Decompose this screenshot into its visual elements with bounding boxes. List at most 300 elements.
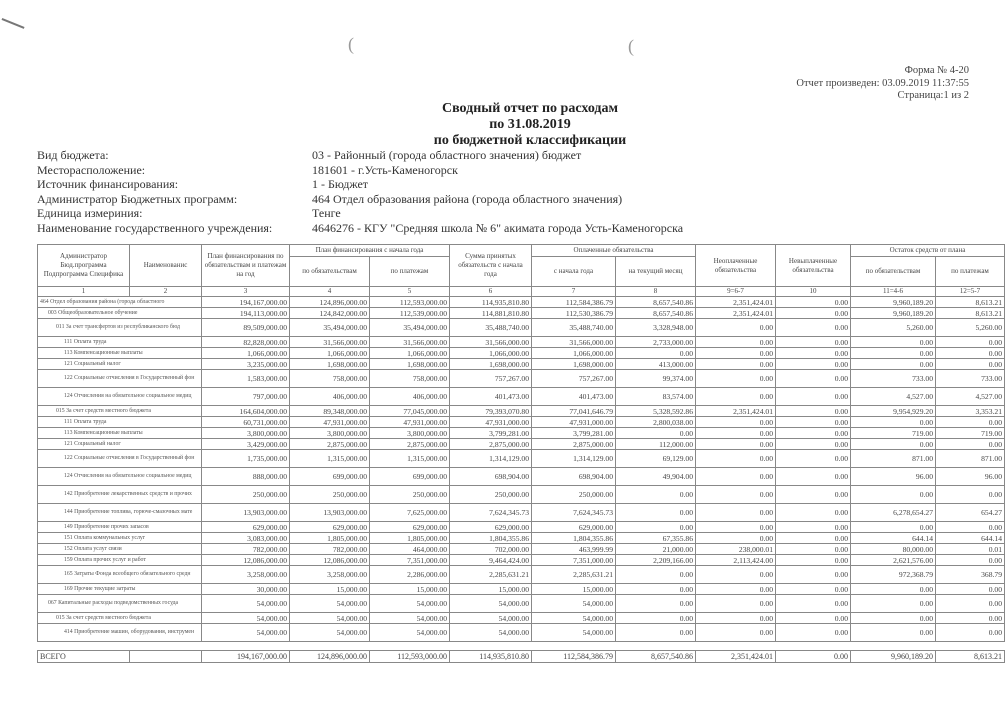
row-value: 2,875,000.00 — [370, 439, 450, 450]
row-value: 54,000.00 — [370, 613, 450, 624]
meta-label: Наименование государственного учреждения: — [37, 220, 273, 235]
row-value: 83,574.00 — [616, 388, 696, 406]
row-value: 1,066,000.00 — [370, 348, 450, 359]
total-row — [38, 651, 1005, 663]
row-value: 3,800,000.00 — [290, 428, 370, 439]
col-number: 2 — [130, 287, 202, 297]
col-header-remain-pay: по платежам — [936, 257, 1005, 287]
row-value: 719.00 — [851, 428, 936, 439]
row-value: 0.00 — [776, 544, 851, 555]
total-value: 194,167,000.00 — [202, 651, 290, 663]
row-value: 0.00 — [776, 439, 851, 450]
row-value: 719.00 — [936, 428, 1005, 439]
row-value: 194,113,000.00 — [202, 308, 290, 319]
row-value: 49,904.00 — [616, 468, 696, 486]
row-value: 3,353.21 — [936, 406, 1005, 417]
row-name: 464 Отдел образования района (города областного — [38, 297, 202, 308]
row-value: 3,328,948.00 — [616, 319, 696, 337]
row-value: 9,960,189.20 — [851, 297, 936, 308]
row-value: 31,566,000.00 — [370, 337, 450, 348]
row-value: 96.00 — [936, 468, 1005, 486]
row-value: 888,000.00 — [202, 468, 290, 486]
row-value: 0.00 — [696, 584, 776, 595]
row-value: 2,875,000.00 — [450, 439, 532, 450]
meta-label: Администратор Бюджетных программ: — [37, 191, 238, 206]
table-row — [38, 555, 1005, 566]
meta-value: 181601 - г.Усть-Каменогорск — [312, 162, 458, 177]
row-value: 5,328,592.86 — [616, 406, 696, 417]
row-value: 7,351,000.00 — [370, 555, 450, 566]
row-value: 0.00 — [776, 308, 851, 319]
total-label: ВСЕГО — [38, 651, 130, 663]
total-value: 124,896,000.00 — [290, 651, 370, 663]
row-value: 80,000.00 — [851, 544, 936, 555]
row-value: 1,314,129.00 — [450, 450, 532, 468]
row-value: 6,278,654.27 — [851, 504, 936, 522]
row-value: 0.00 — [776, 370, 851, 388]
row-value: 0.00 — [696, 533, 776, 544]
row-value: 4,527.00 — [936, 388, 1005, 406]
row-value: 54,000.00 — [450, 595, 532, 613]
row-value: 0.00 — [776, 468, 851, 486]
row-value: 0.00 — [616, 504, 696, 522]
row-value: 0.00 — [616, 348, 696, 359]
table-row — [38, 533, 1005, 544]
row-value: 7,624,345.73 — [450, 504, 532, 522]
row-value: 3,429,000.00 — [202, 439, 290, 450]
table-row — [38, 595, 1005, 613]
row-value: 77,041,646.79 — [532, 406, 616, 417]
row-name: 122 Социальные отчисления в Государственный фон — [38, 370, 202, 388]
row-value: 0.00 — [776, 566, 851, 584]
row-value: 31,566,000.00 — [450, 337, 532, 348]
row-value: 0.00 — [696, 613, 776, 624]
row-value: 0.00 — [851, 417, 936, 428]
row-value: 0.00 — [696, 522, 776, 533]
row-value: 0.00 — [776, 522, 851, 533]
row-value: 0.00 — [776, 428, 851, 439]
row-value: 0.00 — [776, 555, 851, 566]
table-row — [38, 468, 1005, 486]
table-row — [38, 370, 1005, 388]
table-row — [38, 584, 1005, 595]
row-value: 67,355.86 — [616, 533, 696, 544]
row-value: 77,045,000.00 — [370, 406, 450, 417]
meta-label: Источник финансирования: — [37, 177, 179, 192]
row-value: 758,000.00 — [290, 370, 370, 388]
row-value: 0.00 — [696, 428, 776, 439]
row-value: 0.00 — [616, 566, 696, 584]
col-header-paid: Оплаченные обязательства — [532, 245, 696, 257]
row-value: 699,000.00 — [290, 468, 370, 486]
row-value: 0.00 — [936, 555, 1005, 566]
table-row — [38, 417, 1005, 428]
table-row — [38, 308, 1005, 319]
row-value: 0.00 — [696, 595, 776, 613]
row-value: 3,800,000.00 — [202, 428, 290, 439]
table-row — [38, 388, 1005, 406]
row-value: 8,613.21 — [936, 297, 1005, 308]
row-value: 2,285,631.21 — [450, 566, 532, 584]
row-value: 0.00 — [776, 450, 851, 468]
total-value: 8,657,540.86 — [616, 651, 696, 663]
row-value: 0.00 — [851, 439, 936, 450]
row-value: 0.00 — [936, 486, 1005, 504]
row-value: 3,258,000.00 — [290, 566, 370, 584]
row-value: 0.00 — [696, 370, 776, 388]
meta-row — [37, 221, 683, 236]
row-value: 12,086,000.00 — [290, 555, 370, 566]
row-value: 797,000.00 — [202, 388, 290, 406]
row-name: 124 Отчисления на обязательное социальное медиц — [38, 468, 202, 486]
row-value: 0.00 — [696, 417, 776, 428]
row-name: 151 Оплата коммунальных услуг — [38, 533, 202, 544]
row-value: 1,804,355.86 — [532, 533, 616, 544]
row-value: 12,086,000.00 — [202, 555, 290, 566]
row-value: 15,000.00 — [450, 584, 532, 595]
row-value: 54,000.00 — [290, 613, 370, 624]
row-value: 15,000.00 — [370, 584, 450, 595]
row-value: 0.00 — [776, 319, 851, 337]
binder-hole-mark: ( — [628, 36, 634, 56]
row-name: 122 Социальные отчисления в Государственный фон — [38, 450, 202, 468]
row-value: 401,473.00 — [532, 388, 616, 406]
col-header-paid-ytd: с начала года — [532, 257, 616, 287]
meta-label: Месторасположение: — [37, 162, 146, 177]
row-value: 54,000.00 — [202, 595, 290, 613]
row-value: 54,000.00 — [370, 624, 450, 642]
row-value: 1,698,000.00 — [290, 359, 370, 370]
row-value: 7,624,345.73 — [532, 504, 616, 522]
row-value: 0.00 — [936, 613, 1005, 624]
row-value: 0.00 — [936, 595, 1005, 613]
row-value: 1,735,000.00 — [202, 450, 290, 468]
row-value: 194,167,000.00 — [202, 297, 290, 308]
total-value: 112,593,000.00 — [370, 651, 450, 663]
row-value: 9,954,929.20 — [851, 406, 936, 417]
row-value: 60,731,000.00 — [202, 417, 290, 428]
meta-row — [37, 206, 683, 221]
row-value: 164,604,000.00 — [202, 406, 290, 417]
row-value: 0.00 — [616, 595, 696, 613]
row-value: 0.00 — [851, 348, 936, 359]
row-value: 3,235,000.00 — [202, 359, 290, 370]
col-header-accepted: Сумма принятых обязательств с начала года — [450, 245, 532, 287]
row-value: 757,267.00 — [450, 370, 532, 388]
row-value: 871.00 — [936, 450, 1005, 468]
total-value: 0.00 — [776, 651, 851, 663]
row-value: 35,488,740.00 — [532, 319, 616, 337]
row-value: 0.00 — [776, 486, 851, 504]
col-header-plan-ytd-pay: по платежам — [370, 257, 450, 287]
row-value: 1,583,000.00 — [202, 370, 290, 388]
row-value: 0.00 — [776, 613, 851, 624]
table-row — [38, 544, 1005, 555]
row-value: 464,000.00 — [370, 544, 450, 555]
meta-row — [37, 148, 683, 163]
table-row — [38, 486, 1005, 504]
report-info — [796, 65, 969, 103]
row-value: 0.00 — [776, 417, 851, 428]
meta-value: Тенге — [312, 206, 341, 221]
report-title — [380, 101, 680, 149]
row-value: 0.00 — [776, 584, 851, 595]
row-name: 414 Приобретение машин, оборудования, инструмен — [38, 624, 202, 642]
col-header-plan-ytd-obl: по обязательствам — [290, 257, 370, 287]
row-value: 35,494,000.00 — [370, 319, 450, 337]
row-value: 96.00 — [851, 468, 936, 486]
row-value: 871.00 — [851, 450, 936, 468]
row-value: 463,999.99 — [532, 544, 616, 555]
row-value: 0.00 — [776, 297, 851, 308]
meta-row — [37, 177, 683, 192]
row-value: 99,374.00 — [616, 370, 696, 388]
table-row — [38, 297, 1005, 308]
col-number: 7 — [532, 287, 616, 297]
row-value: 2,733,000.00 — [616, 337, 696, 348]
row-value: 0.00 — [851, 613, 936, 624]
row-value: 250,000.00 — [290, 486, 370, 504]
row-value: 54,000.00 — [290, 624, 370, 642]
row-value: 644.14 — [851, 533, 936, 544]
row-value: 782,000.00 — [290, 544, 370, 555]
row-value: 2,113,424.00 — [696, 555, 776, 566]
row-value: 54,000.00 — [450, 613, 532, 624]
scan-mark — [2, 18, 25, 28]
row-value: 629,000.00 — [532, 522, 616, 533]
col-number: 8 — [616, 287, 696, 297]
report-meta — [37, 148, 683, 236]
row-value: 1,066,000.00 — [202, 348, 290, 359]
row-name: 015 За счет средств местного бюджета — [38, 613, 202, 624]
form-number: Форма № 4-20 — [904, 65, 969, 76]
row-value: 0.00 — [851, 624, 936, 642]
row-value: 629,000.00 — [290, 522, 370, 533]
row-value: 782,000.00 — [202, 544, 290, 555]
row-value: 21,000.00 — [616, 544, 696, 555]
row-value: 758,000.00 — [370, 370, 450, 388]
row-value: 8,657,540.86 — [616, 297, 696, 308]
row-value: 5,260.00 — [851, 319, 936, 337]
row-value: 698,904.00 — [532, 468, 616, 486]
col-header-code: Администратор Бюд.программа Подпрограмма Специфика — [38, 245, 130, 287]
col-header-paid-month: на текущий месяц — [616, 257, 696, 287]
col-header-remain-obl: по обязательствам — [851, 257, 936, 287]
row-value: 0.00 — [936, 624, 1005, 642]
row-value: 54,000.00 — [532, 595, 616, 613]
binder-hole-mark: ( — [348, 34, 354, 54]
row-value: 0.00 — [696, 388, 776, 406]
row-name: 113 Компенсационные выплаты — [38, 348, 202, 359]
row-value: 1,698,000.00 — [370, 359, 450, 370]
title-line: по 31.08.2019 — [489, 117, 571, 132]
row-value: 2,285,631.21 — [532, 566, 616, 584]
row-value: 0.00 — [616, 486, 696, 504]
row-value: 0.00 — [936, 417, 1005, 428]
row-value: 0.00 — [776, 595, 851, 613]
row-value: 124,842,000.00 — [290, 308, 370, 319]
row-value: 1,805,000.00 — [370, 533, 450, 544]
table-row — [38, 348, 1005, 359]
title-line: по бюджетной классификации — [433, 133, 627, 148]
row-value: 0.00 — [776, 533, 851, 544]
row-value: 0.00 — [616, 624, 696, 642]
total-value: 8,613.21 — [936, 651, 1005, 663]
row-value: 406,000.00 — [370, 388, 450, 406]
row-value: 2,621,576.00 — [851, 555, 936, 566]
row-value: 3,800,000.00 — [370, 428, 450, 439]
row-value: 3,799,281.00 — [532, 428, 616, 439]
row-value: 250,000.00 — [450, 486, 532, 504]
row-value: 31,566,000.00 — [532, 337, 616, 348]
col-number: 9=6-7 — [696, 287, 776, 297]
row-value: 0.00 — [776, 624, 851, 642]
row-value: 0.00 — [776, 388, 851, 406]
row-value: 114,881,810.80 — [450, 308, 532, 319]
row-value: 0.00 — [936, 439, 1005, 450]
row-value: 698,904.00 — [450, 468, 532, 486]
table-row — [38, 522, 1005, 533]
row-value: 9,464,424.00 — [450, 555, 532, 566]
row-value: 3,799,281.00 — [450, 428, 532, 439]
row-value: 654.27 — [936, 504, 1005, 522]
row-name: 169 Прочие текущие затраты — [38, 584, 202, 595]
row-value: 0.00 — [616, 584, 696, 595]
table-row — [38, 566, 1005, 584]
row-value: 733.00 — [936, 370, 1005, 388]
row-name: 121 Социальный налог — [38, 439, 202, 450]
row-value: 47,931,000.00 — [370, 417, 450, 428]
row-value: 79,393,070.80 — [450, 406, 532, 417]
row-value: 1,805,000.00 — [290, 533, 370, 544]
row-value: 629,000.00 — [370, 522, 450, 533]
row-value: 1,698,000.00 — [532, 359, 616, 370]
row-value: 757,267.00 — [532, 370, 616, 388]
col-number: 4 — [290, 287, 370, 297]
row-value: 1,315,000.00 — [290, 450, 370, 468]
row-value: 629,000.00 — [202, 522, 290, 533]
spacer-row — [38, 642, 1005, 651]
row-name: 144 Приобретение топлива, горюче-смазочных мате — [38, 504, 202, 522]
row-value: 401,473.00 — [450, 388, 532, 406]
row-name: 149 Приобретение прочих запасов — [38, 522, 202, 533]
row-value: 2,875,000.00 — [290, 439, 370, 450]
table-row — [38, 439, 1005, 450]
row-value: 0.00 — [851, 359, 936, 370]
row-value: 89,509,000.00 — [202, 319, 290, 337]
row-value: 2,351,424.01 — [696, 308, 776, 319]
row-name: 165 Затраты Фонда всеобщего обязательного средн — [38, 566, 202, 584]
total-value: 114,935,810.80 — [450, 651, 532, 663]
table-row — [38, 428, 1005, 439]
row-value: 112,593,000.00 — [370, 297, 450, 308]
row-value: 0.00 — [776, 359, 851, 370]
row-value: 0.00 — [696, 468, 776, 486]
row-name: 011 За счет трансфертов из республиканского бюд — [38, 319, 202, 337]
row-value: 0.00 — [936, 348, 1005, 359]
title-line: Сводный отчет по расходам — [441, 101, 619, 116]
row-value: 413,000.00 — [616, 359, 696, 370]
col-number: 12=5-7 — [936, 287, 1005, 297]
row-value: 2,875,000.00 — [532, 439, 616, 450]
row-value: 112,000.00 — [616, 439, 696, 450]
table-row — [38, 337, 1005, 348]
row-name: 121 Социальный налог — [38, 359, 202, 370]
row-value: 8,613.21 — [936, 308, 1005, 319]
row-value: 733.00 — [851, 370, 936, 388]
row-value: 54,000.00 — [290, 595, 370, 613]
meta-row — [37, 192, 683, 207]
col-number: 6 — [450, 287, 532, 297]
row-name: 111 Оплата труда — [38, 337, 202, 348]
col-number: 11=4-6 — [851, 287, 936, 297]
row-value: 0.00 — [696, 348, 776, 359]
row-value: 2,209,166.00 — [616, 555, 696, 566]
row-value: 112,539,000.00 — [370, 308, 450, 319]
col-number: 1 — [38, 287, 130, 297]
row-value: 2,286,000.00 — [370, 566, 450, 584]
meta-row — [37, 163, 683, 178]
row-value: 69,129.00 — [616, 450, 696, 468]
table-row — [38, 613, 1005, 624]
row-value: 112,530,386.79 — [532, 308, 616, 319]
row-value: 112,584,386.79 — [532, 297, 616, 308]
row-value: 35,494,000.00 — [290, 319, 370, 337]
row-value: 5,260.00 — [936, 319, 1005, 337]
meta-value: 464 Отдел образования района (города областного значения) — [312, 191, 623, 206]
row-value: 30,000.00 — [202, 584, 290, 595]
row-value: 89,348,000.00 — [290, 406, 370, 417]
row-value: 0.00 — [776, 348, 851, 359]
total-empty — [130, 651, 202, 663]
row-value: 0.00 — [936, 337, 1005, 348]
col-header-plan-ytd: План финансирования с начала года — [290, 245, 450, 257]
row-value: 972,368.79 — [851, 566, 936, 584]
row-value: 7,351,000.00 — [532, 555, 616, 566]
row-value: 1,314,129.00 — [532, 450, 616, 468]
col-header-plan-year: План финансирования по обязательствам и платежам на год — [202, 245, 290, 287]
col-header-unpaid: Неоплаченные обязательства — [696, 245, 776, 287]
row-value: 0.00 — [851, 337, 936, 348]
row-value: 699,000.00 — [370, 468, 450, 486]
row-name: 152 Оплата услуг связи — [38, 544, 202, 555]
row-value: 368.79 — [936, 566, 1005, 584]
row-value: 0.00 — [696, 319, 776, 337]
total-value: 9,960,189.20 — [851, 651, 936, 663]
row-value: 1,066,000.00 — [290, 348, 370, 359]
row-value: 0.00 — [616, 522, 696, 533]
table-row — [38, 624, 1005, 642]
row-value: 114,935,810.80 — [450, 297, 532, 308]
row-value: 35,488,740.00 — [450, 319, 532, 337]
row-value: 2,351,424.01 — [696, 406, 776, 417]
row-value: 1,066,000.00 — [532, 348, 616, 359]
row-name: 003 Общеобразовательное обучение — [38, 308, 202, 319]
col-number: 5 — [370, 287, 450, 297]
table-row — [38, 359, 1005, 370]
row-value: 0.00 — [776, 337, 851, 348]
row-value: 54,000.00 — [202, 613, 290, 624]
row-value: 13,903,000.00 — [202, 504, 290, 522]
row-value: 0.00 — [696, 486, 776, 504]
row-name: 111 Оплата труда — [38, 417, 202, 428]
col-number: 3 — [202, 287, 290, 297]
row-value: 54,000.00 — [532, 624, 616, 642]
row-value: 15,000.00 — [532, 584, 616, 595]
row-value: 54,000.00 — [202, 624, 290, 642]
row-value: 0.00 — [696, 439, 776, 450]
row-value: 644.14 — [936, 533, 1005, 544]
